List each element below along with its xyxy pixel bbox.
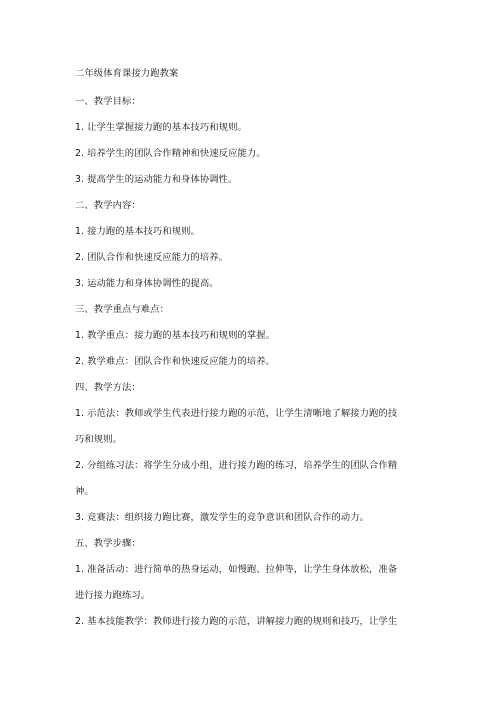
objective-item-3: 3. 提高学生的运动能力和身体协调性。	[75, 174, 238, 185]
section-heading-methods: 四、教学方法：	[75, 382, 141, 393]
step-item-1-line-2: 进行接力跑练习。	[75, 590, 151, 601]
step-item-1-line-1: 1. 准备活动：进行简单的热身运动，如慢跑、拉伸等，让学生身体放松，准备	[75, 564, 398, 575]
document-title: 二年级体育课接力跑教案	[75, 68, 179, 79]
section-heading-content: 二、教学内容：	[75, 200, 141, 211]
step-item-2-line-1: 2. 基本技能教学：教师进行接力跑的示范，讲解接力跑的规则和技巧，让学生	[75, 616, 398, 627]
method-item-2-line-1: 2. 分组练习法：将学生分成小组，进行接力跑的练习，培养学生的团队合作精	[75, 460, 398, 471]
method-item-3: 3. 竞赛法：组织接力跑比赛，激发学生的竞争意识和团队合作的动力。	[75, 512, 370, 523]
section-heading-steps: 五、教学步骤：	[75, 538, 141, 549]
objective-item-1: 1. 让学生掌握接力跑的基本技巧和规则。	[75, 122, 247, 133]
key-point-item-2: 2. 教学难点：团队合作和快速反应能力的培养。	[75, 356, 276, 367]
method-item-1-line-1: 1. 示范法：教师或学生代表进行接力跑的示范，让学生清晰地了解接力跑的技	[75, 408, 398, 419]
content-item-2: 2. 团队合作和快速反应能力的培养。	[75, 252, 229, 263]
method-item-2-line-2: 神。	[75, 486, 94, 497]
content-item-1: 1. 接力跑的基本技巧和规则。	[75, 226, 200, 237]
section-heading-key-points: 三、教学重点与难点：	[75, 304, 169, 315]
section-heading-objectives: 一、教学目标：	[75, 96, 141, 107]
content-item-3: 3. 运动能力和身体协调性的提高。	[75, 278, 219, 289]
key-point-item-1: 1. 教学重点：接力跑的基本技巧和规则的掌握。	[75, 330, 276, 341]
method-item-1-line-2: 巧和规则。	[75, 434, 122, 445]
objective-item-2: 2. 培养学生的团队合作精神和快速反应能力。	[75, 148, 266, 159]
